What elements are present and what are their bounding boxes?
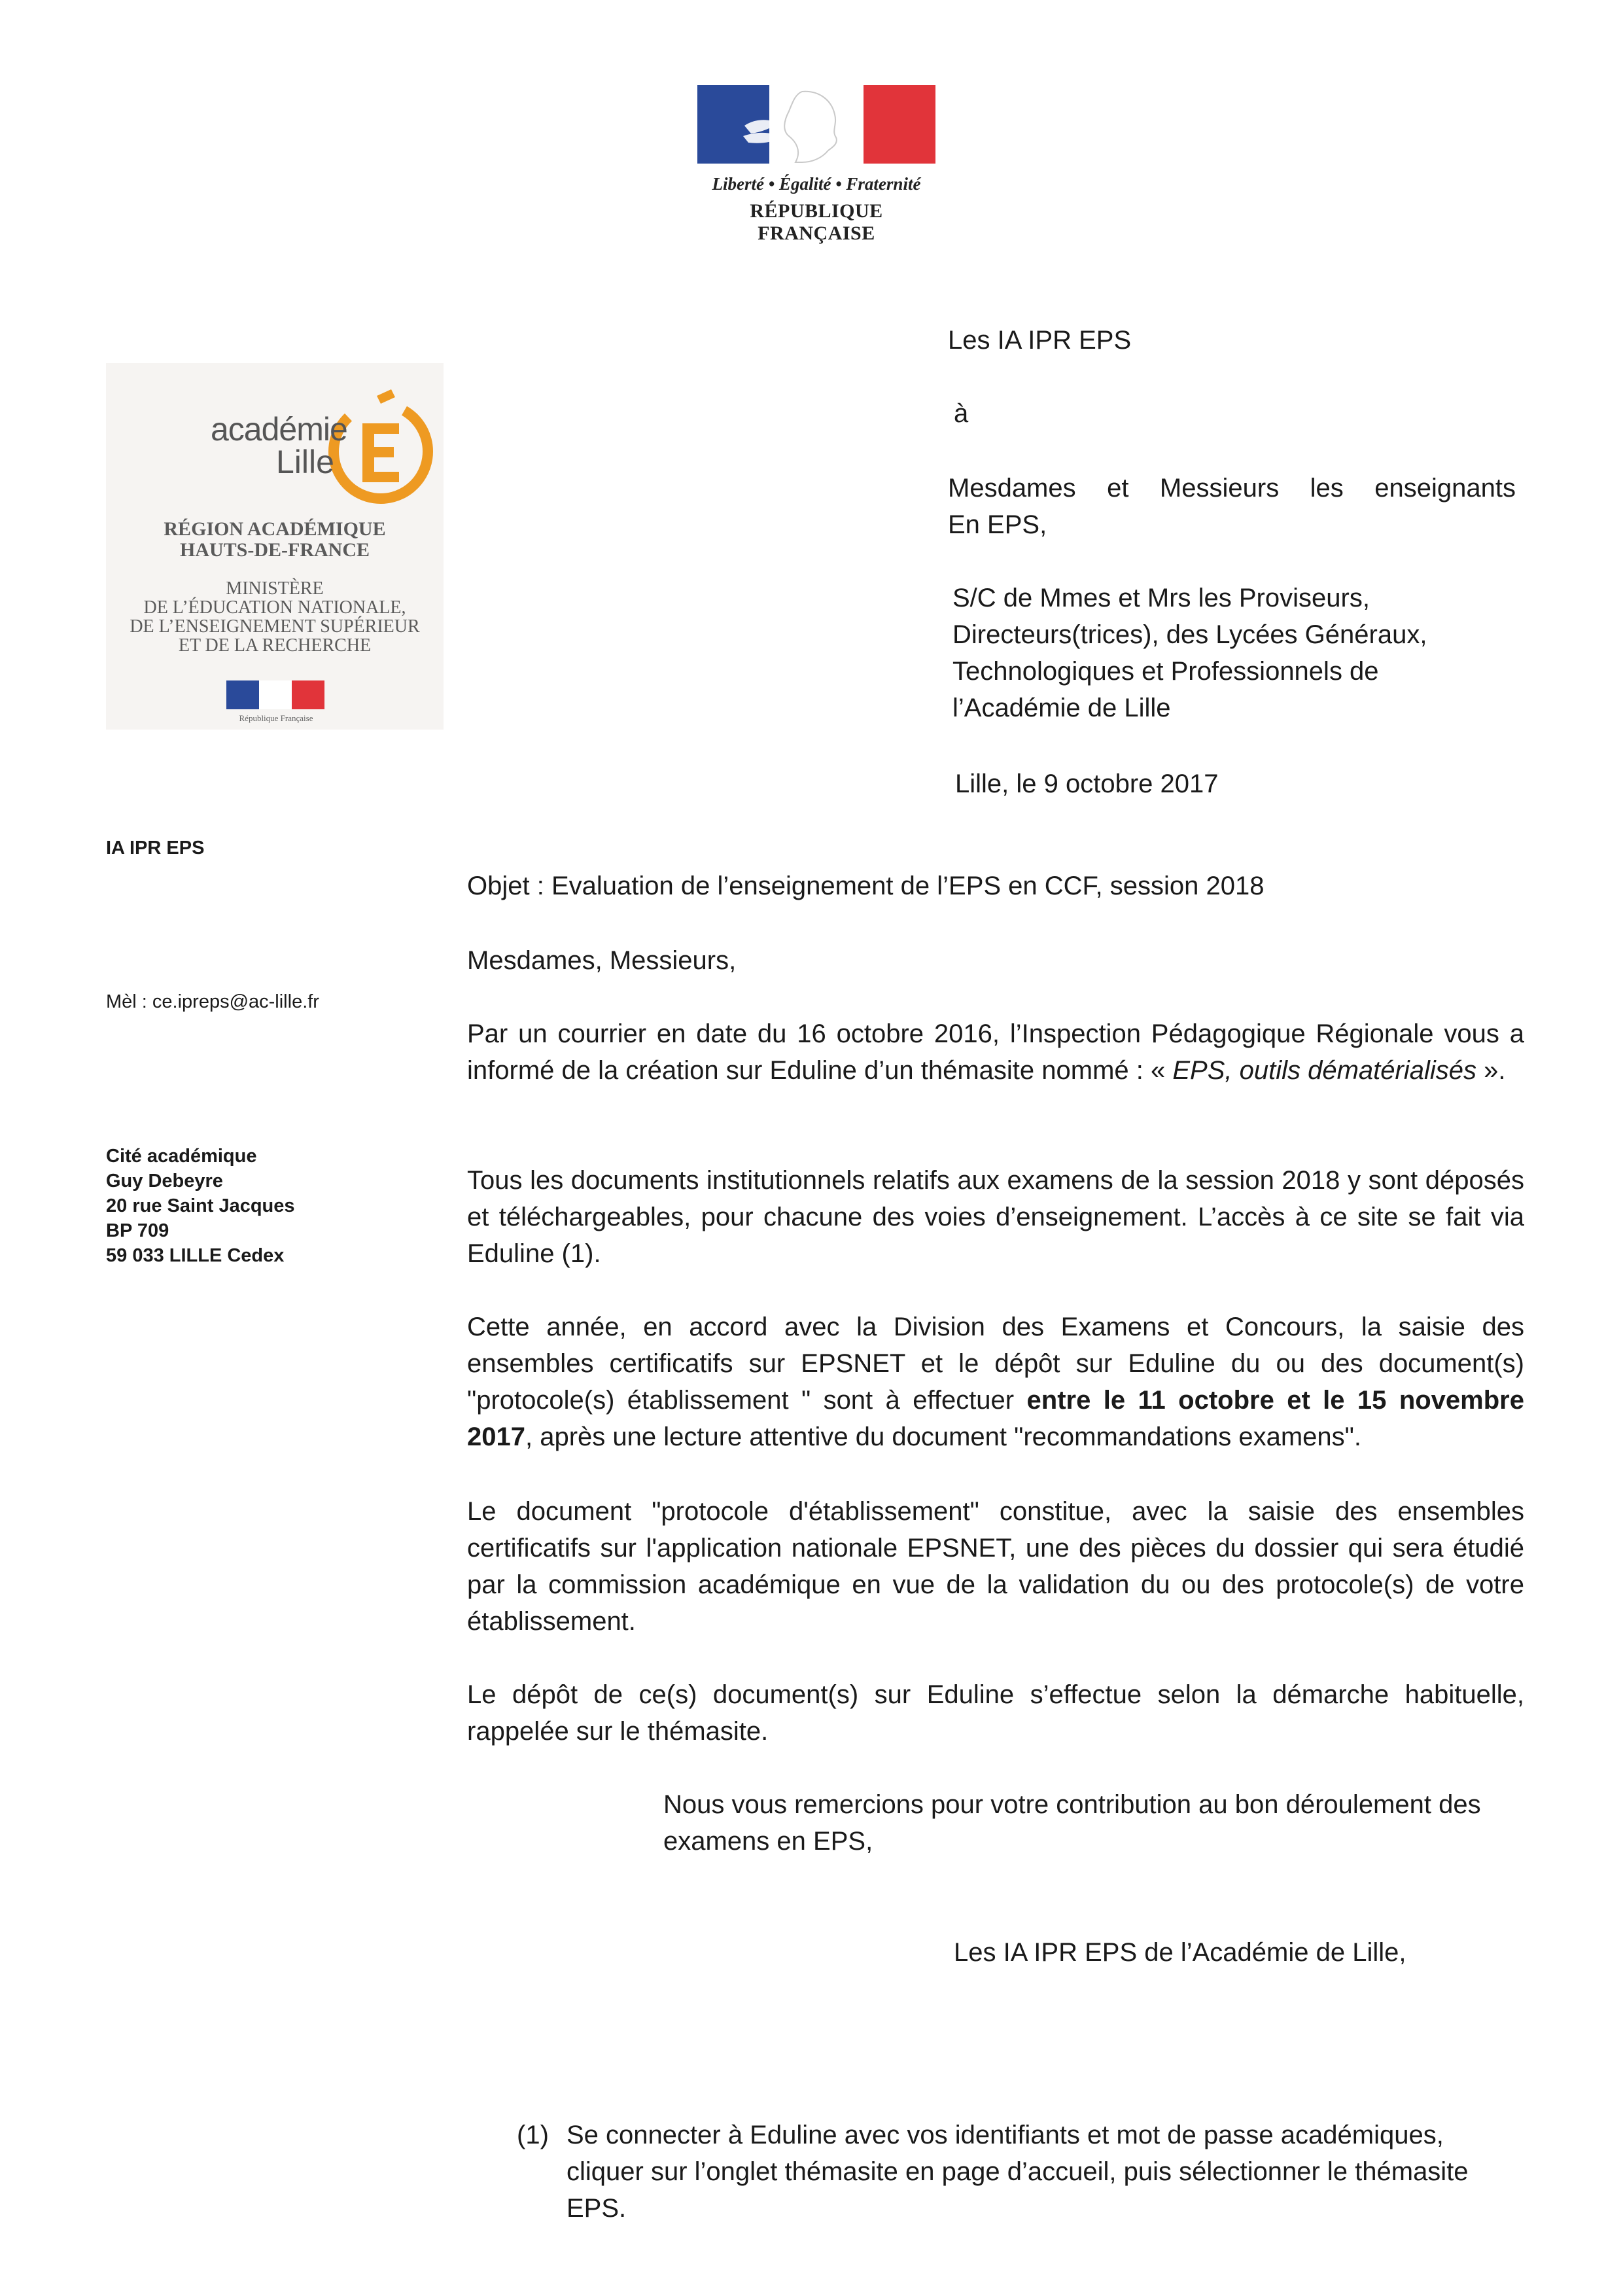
- letter-subject: Objet : Evaluation de l’enseignement de l’EPS en CCF, session 2018: [467, 872, 1265, 900]
- marianne-profile-icon: [697, 85, 935, 164]
- academie-lille-logo: [106, 363, 444, 730]
- region-academique: RÉGION ACADÉMIQUE HAUTS-DE-FRANCE: [164, 518, 386, 561]
- paragraph-4: Le document "protocole d'établissement" constitue, avec la saisie des ensembles certificatifs sur l'application nationale EPSNET, une des pièces du dossier qui sera étudié par la commission académique en vue de la validation du ou des protocole(s) de votre établissement.: [467, 1497, 1524, 1636]
- sidebar-service: IA IPR EPS: [106, 838, 205, 858]
- paragraph-5: Le dépôt de ce(s) document(s) sur Eduline s’effectue selon la démarche habituelle, rappelée sur le thémasite.: [467, 1680, 1524, 1746]
- paragraph-2: Tous les documents institutionnels relatifs aux examens de la session 2018 y sont déposés et téléchargeables, pour chacune des voies d’enseignement. L’accès à ce site se fait via Eduline (1).: [467, 1166, 1524, 1268]
- to-line: à: [954, 399, 969, 428]
- themasite-name: EPS, outils dématérialisés: [1172, 1056, 1476, 1085]
- paragraph-3: Cette année, en accord avec la Division des Examens et Concours, la saisie des ensembles certificatifs sur EPSNET et le dépôt sur Eduline du ou des document(s) "protocole(s) établissement " sont à effectuer entre le 11 octobre et le 15 novembre 2017, après une lecture attentive du document "recommandations examens".: [467, 1313, 1524, 1451]
- mini-republique-flag-icon: [226, 680, 324, 709]
- footnote-text: Se connecter à Eduline avec vos identifiants et mot de passe académiques, cliquer sur l’onglet thémasite en page d’accueil, puis sélectionner le thémasite EPS.: [567, 2121, 1469, 2223]
- sender-line: Les IA IPR EPS: [948, 326, 1132, 355]
- academie-e-emblem-icon: [322, 389, 440, 507]
- lille-word: Lille: [276, 444, 334, 480]
- letter-salutation: Mesdames, Messieurs,: [467, 946, 737, 975]
- republique-motto: Liberté • Égalité • Fraternité: [712, 174, 921, 194]
- closing-formula: Nous vous remercions pour votre contribution au bon déroulement des examens en EPS,: [663, 1790, 1481, 1856]
- letter-date: Lille, le 9 octobre 2017: [955, 769, 1219, 798]
- sidebar-mail: Mèl : ce.ipreps@ac-lille.fr: [106, 991, 319, 1012]
- deadline-dates: entre le 11 octobre et le 15 novembre 2017: [467, 1386, 1524, 1451]
- recipients-line1: Mesdames et Messieurs les enseignants: [948, 474, 1516, 503]
- republique-name: RÉPUBLIQUE FRANÇAISE: [750, 200, 883, 244]
- footnote-number: (1): [517, 2121, 549, 2149]
- paragraph-1: Par un courrier en date du 16 octobre 2016, l’Inspection Pédagogique Régionale vous a informé de la création sur Eduline d’un thémasite nommé : « EPS, outils dématérialisés ».: [467, 1019, 1524, 1085]
- republique-francaise-logo: [695, 85, 937, 244]
- signature: Les IA IPR EPS de l’Académie de Lille,: [954, 1938, 1406, 1967]
- ministere-block: MINISTÈRE DE L’ÉDUCATION NATIONALE, DE L’ENSEIGNEMENT SUPÉRIEUR ET DE LA RECHERCHE: [130, 578, 420, 656]
- academie-word: académie: [211, 411, 347, 448]
- recipients-line2: En EPS,: [948, 510, 1047, 539]
- sidebar-address: Cité académique Guy Debeyre 20 rue Saint Jacques BP 709 59 033 LILLE Cedex: [106, 1146, 295, 1266]
- mini-republique-caption: République Française: [239, 713, 313, 723]
- sc-block: S/C de Mmes et Mrs les Proviseurs, Directeurs(trices), des Lycées Généraux, Technologiques et Professionnels de l’Académie de Lille: [952, 584, 1427, 722]
